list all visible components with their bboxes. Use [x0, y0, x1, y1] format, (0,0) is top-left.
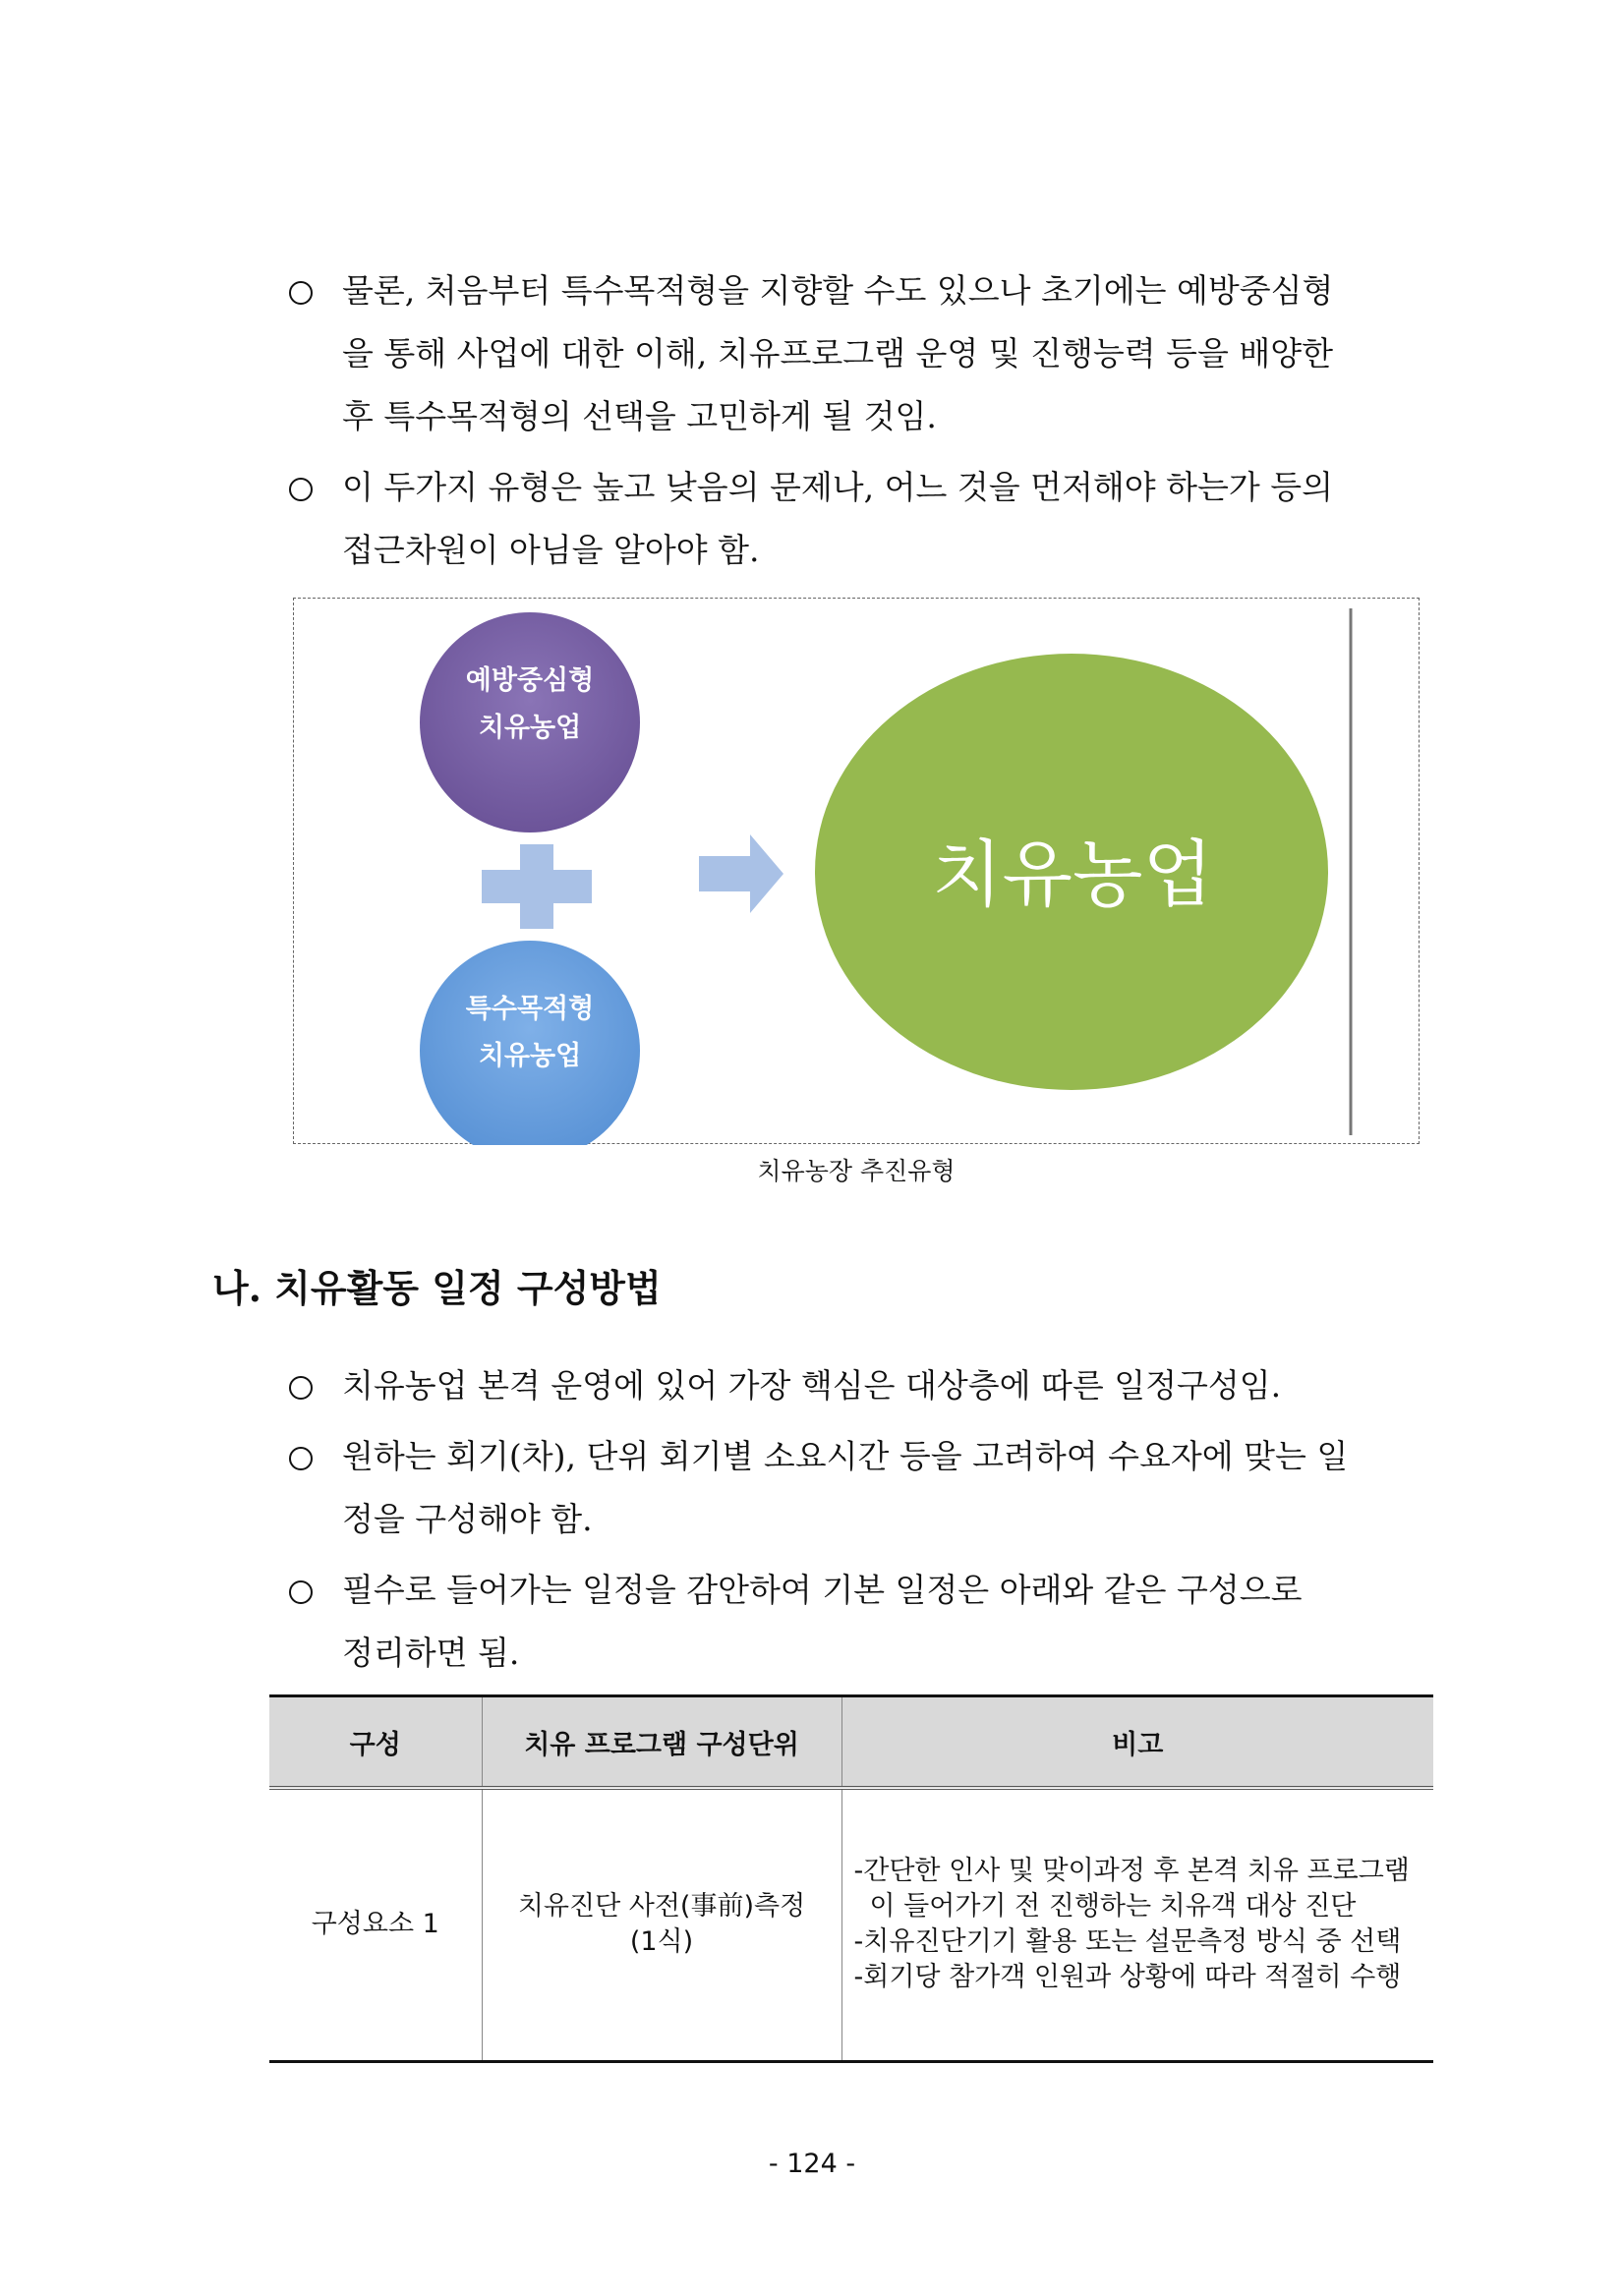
note-line: -간단한 인사 및 맞이과정 후 본격 치유 프로그램이 들어가기 전 진행하는 치유객 대상 진단 — [853, 1856, 1410, 1923]
circle-bullet-icon — [289, 1580, 313, 1604]
circle-bullet-icon — [289, 1376, 313, 1400]
green-circle-label: 치유농업 — [932, 832, 1213, 917]
purple-circle-line1: 예방중심형 — [465, 665, 595, 696]
circle-bullet-icon — [289, 1447, 313, 1470]
figure-diagram — [294, 599, 1421, 1145]
cell-notes — [841, 1788, 1433, 2061]
purple-circle-line2: 치유농업 — [478, 713, 582, 743]
schedule-table — [269, 1694, 1433, 2063]
right-arrow-icon — [699, 834, 783, 913]
bullet-item: 원하는 회기(차), 단위 회기별 소요시간 등을 고려하여 수요자에 맞는 일 정을 구성해야 함. — [287, 1425, 1433, 1551]
header-unit: 치유 프로그램 구성단위 — [482, 1696, 841, 1789]
bullet-item: 필수로 들어가는 일정을 감안하여 기본 일정은 아래와 같은 구성으로 정리하면 됨. — [287, 1559, 1433, 1685]
bottom-bullets — [287, 1354, 1433, 1685]
top-bullets — [287, 259, 1433, 582]
bullet-item: 이 두가지 유형은 높고 낮음의 문제나, 어느 것을 먼저해야 하는가 등의 접근차원이 아님을 알아야 함. — [287, 456, 1433, 582]
figure-frame — [293, 598, 1420, 1144]
page-number: - 124 - — [768, 2149, 856, 2179]
section-heading: 나. 치유활동 일정 구성방법 — [212, 1266, 662, 1310]
note-line: -회기당 참가객 인원과 상황에 따라 적절히 수행 — [853, 1962, 1402, 1993]
circle-bullet-icon — [289, 281, 313, 305]
note-line: -치유진단기기 활용 또는 설문측정 방식 중 선택 — [853, 1926, 1402, 1958]
figure-caption: 치유농장 추진유형 — [757, 1157, 956, 1185]
plus-icon — [482, 844, 592, 929]
table-header-row — [269, 1696, 1433, 1789]
bullet-item: 물론, 처음부터 특수목적형을 지향할 수도 있으나 초기에는 예방중심형 을 통해 사업에 대한 이해, 치유프로그램 운영 및 진행능력 등을 배양한 후 특수목적형의 선택을 고민하게 될 것임. — [287, 259, 1433, 448]
header-component: 구성 — [269, 1696, 482, 1789]
table-row — [269, 1788, 1433, 2061]
cell-unit: 치유진단 사전(事前)측정 (1식) — [482, 1788, 841, 2061]
blue-circle-line2: 치유농업 — [478, 1041, 582, 1071]
cell-component: 구성요소 1 — [269, 1788, 482, 2061]
bullet-item: 치유농업 본격 운영에 있어 가장 핵심은 대상층에 따른 일정구성임. — [287, 1354, 1433, 1417]
circle-bullet-icon — [289, 478, 313, 501]
blue-circle-line1: 특수목적형 — [465, 994, 595, 1024]
header-notes: 비고 — [841, 1696, 1433, 1789]
